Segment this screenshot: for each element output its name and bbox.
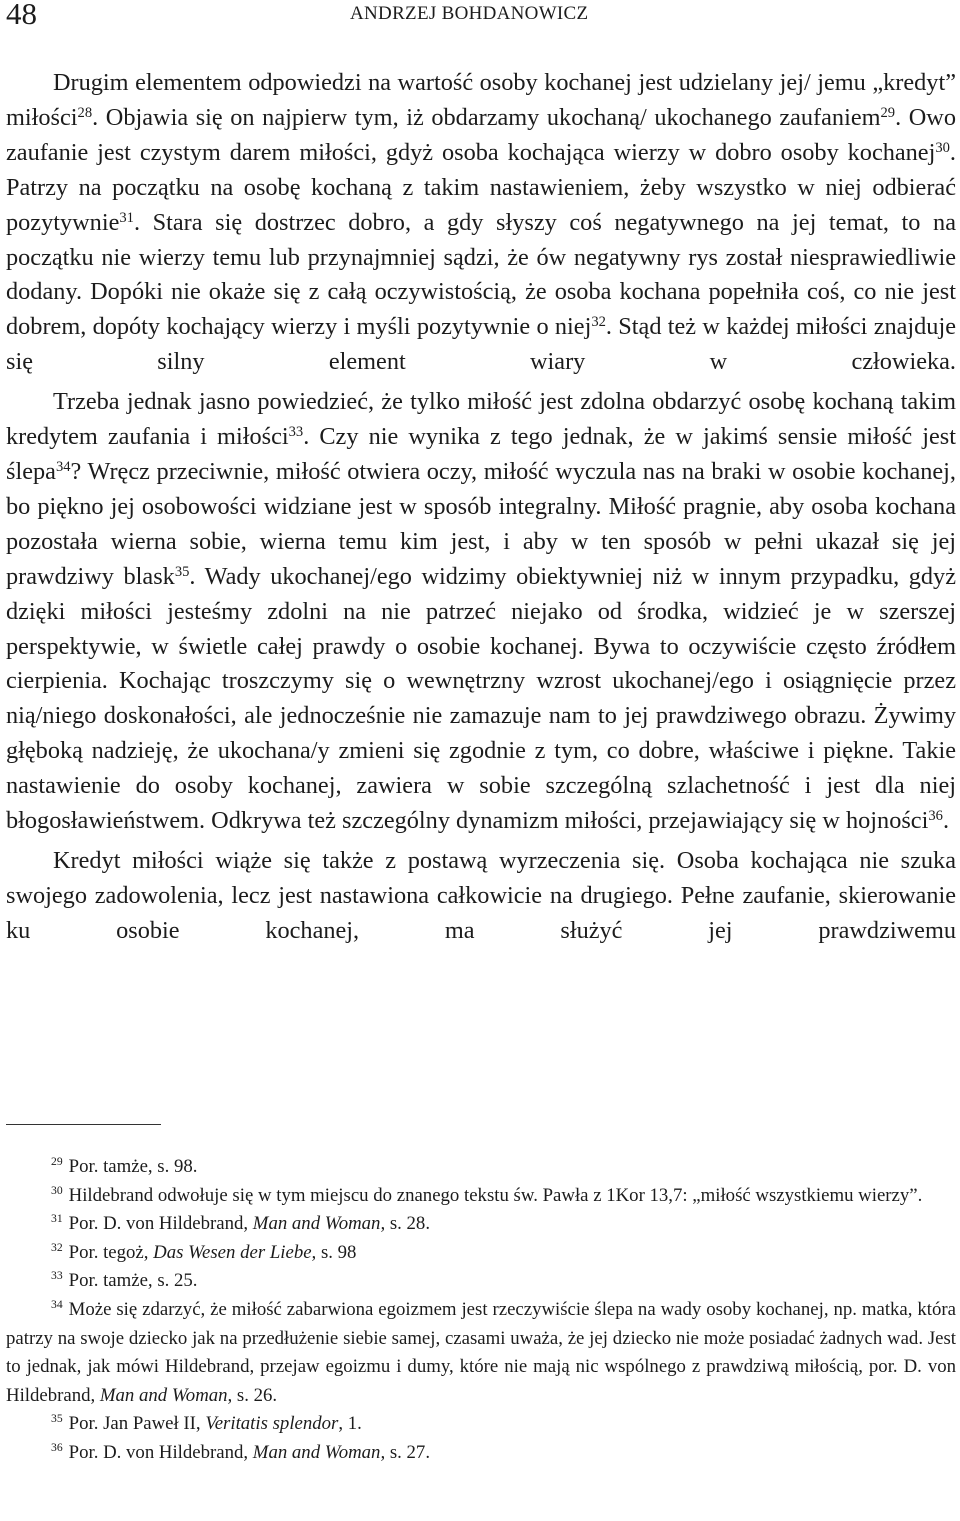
text-run: Por. Jan Paweł II, bbox=[68, 1413, 206, 1435]
text-run: s. 27. bbox=[385, 1441, 431, 1463]
text-run: . Czy nie wynika z tego jednak, że w jakimś sensie miłość jest ślepa bbox=[6, 423, 956, 485]
italic-title: Veritatis splendor bbox=[205, 1413, 339, 1435]
text-run: . Objawia się on najpierw tym, iż obdarzamy ukochaną/ ukochanego zaufaniem bbox=[92, 103, 881, 131]
text-run: . Stąd też w każdej miłości znajduje się silny element wiary w człowieka. bbox=[6, 313, 956, 376]
footnote-reference: 32 bbox=[591, 314, 606, 331]
footnote-reference: 30 bbox=[935, 139, 950, 156]
footnote-separator bbox=[6, 1124, 161, 1125]
italic-title: , bbox=[147, 1270, 153, 1292]
page-number: 48 bbox=[6, 0, 37, 31]
text-run: s. 26. bbox=[232, 1384, 278, 1406]
italic-title: Das Wesen der Liebe, bbox=[153, 1241, 317, 1263]
text-run: . Stara się dostrzec dobro, a gdy słyszy coś negatywnego na jej temat, to na początku nie wierzy temu lub przynajmniej sądzi, że ów negatywny rys został niesprawiedliwie dodany. Dopóki nie okaże się z całą oczywistością, że osoba kochana popełniła coś, co nie jest dobrem, dopóty kochający wierzy i myśli pozytywnie o niej bbox=[6, 208, 956, 341]
footnotes bbox=[6, 1153, 956, 1468]
footnote-number: 31 bbox=[51, 1212, 63, 1226]
text-run: Kredyt miłości wiąże się także z postawą wyrzeczenia się. Osoba kochająca nie szuka swojego zadowolenia, lecz jest nastawiona całkowicie na drugiego. Pełne zaufanie, skierowanie ku osobie kochanej, ma służyć jej prawdziwemu bbox=[6, 846, 956, 944]
footnote bbox=[6, 1267, 956, 1296]
footnote-reference: 28 bbox=[77, 104, 93, 121]
footnote bbox=[6, 1153, 956, 1182]
text-run: Hildebrand odwołuje się w tym miejscu do znanego tekstu św. Pawła z 1Kor 13,7: „miłość wszystkiemu wierzy”. bbox=[68, 1184, 923, 1206]
text-run: Por. tegoż, bbox=[68, 1241, 154, 1263]
running-head: ANDRZEJ BOHDANOWICZ bbox=[350, 3, 589, 24]
text-run: . Patrzy na początku na osobę kochaną z takim nastawieniem, żeby wszystko w niej odbierać pozytywnie bbox=[6, 138, 956, 236]
footnote bbox=[6, 1296, 956, 1410]
body-paragraph bbox=[6, 844, 956, 949]
text-run: s. 25. bbox=[152, 1270, 198, 1292]
text-run: Por. tamże, s. 98. bbox=[68, 1156, 198, 1177]
italic-title: Man and Woman, bbox=[252, 1441, 386, 1463]
italic-title: Man and Woman, bbox=[99, 1384, 233, 1406]
body-text bbox=[6, 66, 956, 949]
footnote-reference: 35 bbox=[174, 563, 190, 580]
footnote-number: 34 bbox=[51, 1297, 63, 1311]
footnote bbox=[6, 1239, 956, 1268]
text-run: . Wady ukochanej/ego widzimy obiektywniej niż w innym przypadku, gdyż dzięki miłości jesteśmy zdolni na nie patrzeć niejako od środka, widzieć je w szerszej perspektywie, w świetle całej prawdy o osobie kochanej. Bywa to oczywiście często źródłem cierpienia. Kochając troszczymy się o wewnętrzny wzrost ukochanej/ego i osiągnięcie przez nią/niego doskonałości, ale jednocześnie nie zamazuje nam to jej prawdziwego obrazu. Żywimy głęboką nadzieję, że ukochana/y zmieni się zgodnie z tym, co dobre, właściwe i piękne. Takie nastawienie do osoby kochanej, zawiera w sobie szczególną szlachetność i jest dla niej błogosławieństwem. Odkrywa też szczególny dynamizm miłości, przejawiający się w hojności bbox=[6, 562, 956, 835]
footnote-reference: 31 bbox=[119, 209, 134, 226]
italic-title: Man and Woman, bbox=[252, 1213, 386, 1235]
footnote-number: 30 bbox=[51, 1183, 63, 1197]
text-run: . bbox=[942, 807, 950, 835]
text-run: Por. D. von Hildebrand, bbox=[68, 1441, 253, 1463]
footnote-number: 29 bbox=[51, 1155, 63, 1169]
footnote-reference: 29 bbox=[880, 104, 896, 121]
text-run: . Owo zaufanie jest czystym darem miłości, gdyż osoba kochająca wierzy w dobro osoby kochanej bbox=[6, 103, 957, 166]
text-run: s. 98 bbox=[316, 1241, 357, 1263]
footnote bbox=[6, 1210, 956, 1239]
footnote-reference: 34 bbox=[55, 458, 71, 475]
footnote-number: 33 bbox=[51, 1269, 63, 1283]
text-run: s. 28. bbox=[385, 1213, 431, 1235]
text-run: Trzeba jednak jasno powiedzieć, że tylko miłość jest zdolna obdarzyć osobę kochaną takim kredytem zaufania i miłości bbox=[6, 388, 956, 451]
footnote-reference: 33 bbox=[288, 424, 304, 441]
footnote bbox=[6, 1182, 956, 1211]
text-run: ? Wręcz przeciwnie, miłość otwiera oczy, miłość wyczula nas na braki w osobie kochanej, bo piękno jej osobowości widziane jest w sposób integralny. Miłość pragnie, aby osoba kochana pozostała wierna sobie, wierna temu kim jest, i aby w ten sposób w pełni ukazał się jej prawdziwy blask bbox=[6, 457, 956, 590]
body-paragraph bbox=[6, 385, 956, 839]
text-run: Może się zdarzyć, że miłość zabarwiona egoizmem jest rzeczywiście ślepa na wady osoby kochanej, np. matka, która patrzy na swoje dziecko jak na przedłużenie siebie samej, czasami uważa, że jej dziecko nie może posiadać żadnych wad. Jest to jednak, jak mówi Hildebrand, przejaw egoizmu i dumy, które nie mają nic wspólnego z prawdziwą miłością, por. D. von Hildebrand, bbox=[6, 1298, 956, 1406]
text-run: Drugim elementem odpowiedzi na wartość osoby kochanej jest udzielany jej/ jemu „kredyt” miłości bbox=[6, 69, 956, 131]
text-run: Por. D. von Hildebrand, bbox=[68, 1213, 253, 1235]
text-run: , 1. bbox=[338, 1413, 362, 1435]
footnote-number: 35 bbox=[51, 1412, 63, 1426]
footnote bbox=[6, 1439, 956, 1468]
footnote-reference: 36 bbox=[928, 808, 943, 825]
footnote-number: 36 bbox=[51, 1440, 63, 1454]
body-paragraph bbox=[6, 66, 956, 380]
page-header bbox=[0, 0, 960, 30]
footnote-number: 32 bbox=[51, 1240, 63, 1254]
footnote bbox=[6, 1410, 956, 1439]
text-run: Por. tamże bbox=[68, 1270, 148, 1292]
